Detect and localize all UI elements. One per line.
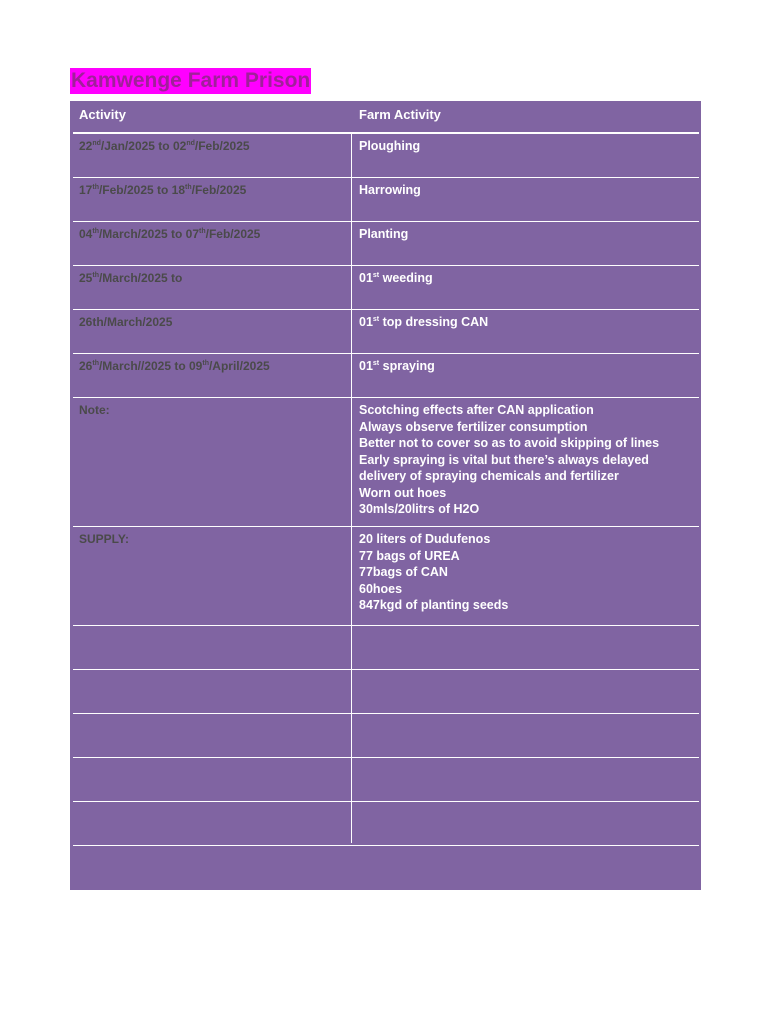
cell-line <box>359 531 695 547</box>
cell-line <box>359 485 695 501</box>
text-segment: 77 bags of UREA <box>359 548 460 563</box>
document-title: Kamwenge Farm Prison <box>71 69 311 92</box>
text-segment: Harrowing <box>359 183 421 197</box>
table-row <box>73 178 699 222</box>
cell-line <box>359 270 695 286</box>
cell-line <box>359 314 695 330</box>
cell-line <box>359 138 695 154</box>
text-segment: Better not to cover so as to avoid skipping of lines <box>359 436 660 450</box>
table-row <box>73 354 699 398</box>
text-segment: Always observe fertilizer consumption <box>359 419 588 434</box>
cell-line <box>359 419 695 435</box>
table-row <box>73 714 699 758</box>
text-segment: Ploughing <box>359 139 421 153</box>
cell-line <box>359 564 695 580</box>
table-row <box>73 527 699 626</box>
text-segment: 01 <box>359 271 373 285</box>
text-segment: 22 <box>79 139 93 153</box>
cell-line <box>359 452 695 468</box>
cell-line <box>359 358 695 374</box>
table-row <box>73 758 699 802</box>
text-segment: 04 <box>79 227 93 241</box>
text-segment: weeding <box>379 271 433 285</box>
text-segment: 26 <box>79 359 93 373</box>
table-row <box>73 802 699 846</box>
text-segment: Early spraying is vital but there’s always delayed <box>359 452 649 467</box>
cell-farm-activity <box>359 531 695 614</box>
text-segment: spraying <box>379 359 435 373</box>
cell-activity-date <box>79 402 347 418</box>
text-segment: SUPPLY: <box>79 532 130 546</box>
cell-line <box>359 501 695 517</box>
text-segment: Scotching effects after CAN application <box>359 403 594 417</box>
table-row <box>73 134 699 178</box>
text-segment: /March//2025 to 09 <box>98 359 203 373</box>
text-segment: Worn out hoes <box>359 485 447 500</box>
text-segment: 20 liters of Dudufenos <box>359 532 491 546</box>
table-row <box>73 266 699 310</box>
ordinal-suffix: th <box>199 228 206 235</box>
text-segment: /Feb/2025 <box>205 227 261 241</box>
table-row <box>73 310 699 354</box>
cell-activity-date <box>79 314 347 330</box>
text-segment: 25 <box>79 271 93 285</box>
cell-farm-activity <box>359 314 695 330</box>
ordinal-suffix: st <box>372 316 380 323</box>
cell-activity-date <box>79 182 347 198</box>
text-segment: /Feb/2025 <box>194 139 250 153</box>
cell-activity-date <box>79 226 347 242</box>
ordinal-suffix: st <box>372 272 380 279</box>
text-segment: /March/2025 to 07 <box>98 227 200 241</box>
cell-line <box>359 468 695 484</box>
cell-line <box>359 402 695 418</box>
table-row <box>73 222 699 266</box>
ordinal-suffix: th <box>92 184 99 191</box>
text-segment: 01 <box>359 359 373 373</box>
table-row <box>73 670 699 714</box>
text-segment: top dressing CAN <box>379 315 489 329</box>
text-segment: 26th/March/2025 <box>79 315 173 329</box>
ordinal-suffix: th <box>92 360 99 367</box>
cell-farm-activity <box>359 358 695 374</box>
cell-activity-date <box>79 531 347 547</box>
text-segment: 17 <box>79 183 93 197</box>
ordinal-suffix: th <box>92 228 99 235</box>
table-row <box>73 626 699 670</box>
ordinal-suffix: th <box>202 360 209 367</box>
text-segment: delivery of spraying chemicals and fertilizer <box>359 469 619 483</box>
farm-activity-table <box>70 101 701 890</box>
cell-line <box>359 435 695 451</box>
cell-line <box>359 581 695 597</box>
text-segment: /April/2025 <box>208 359 270 373</box>
ordinal-suffix: th <box>185 184 192 191</box>
text-segment: /Feb/2025 <box>191 183 247 197</box>
cell-activity-date <box>79 138 347 154</box>
cell-farm-activity <box>359 226 695 242</box>
cell-farm-activity <box>359 182 695 198</box>
text-segment: 847kgd of planting seeds <box>359 598 509 612</box>
column-divider <box>351 134 352 843</box>
cell-farm-activity <box>359 138 695 154</box>
header-activity: Activity <box>79 107 126 122</box>
cell-activity-date <box>79 358 347 374</box>
cell-line <box>359 226 695 242</box>
cell-line <box>359 182 695 198</box>
cell-line <box>359 548 695 564</box>
text-segment: 77bags of CAN <box>359 565 448 579</box>
table-row <box>73 398 699 527</box>
cell-farm-activity <box>359 270 695 286</box>
text-segment: Planting <box>359 227 409 241</box>
text-segment: /March/2025 to <box>98 271 183 285</box>
cell-activity-date <box>79 270 347 286</box>
ordinal-suffix: th <box>92 272 99 279</box>
text-segment: /Jan/2025 to 02 <box>100 139 187 153</box>
text-segment: Note: <box>79 403 110 417</box>
ordinal-suffix: nd <box>186 140 195 147</box>
header-farm-activity: Farm Activity <box>359 107 441 122</box>
cell-farm-activity <box>359 402 695 518</box>
text-segment: 01 <box>359 315 373 329</box>
ordinal-suffix: st <box>372 360 380 367</box>
text-segment: 30mls/20litrs of H2O <box>359 502 480 516</box>
text-segment: /Feb/2025 to 18 <box>98 183 186 197</box>
table-header-row <box>70 101 701 133</box>
ordinal-suffix: nd <box>92 140 101 147</box>
cell-line <box>359 597 695 613</box>
text-segment: 60hoes <box>359 581 403 596</box>
